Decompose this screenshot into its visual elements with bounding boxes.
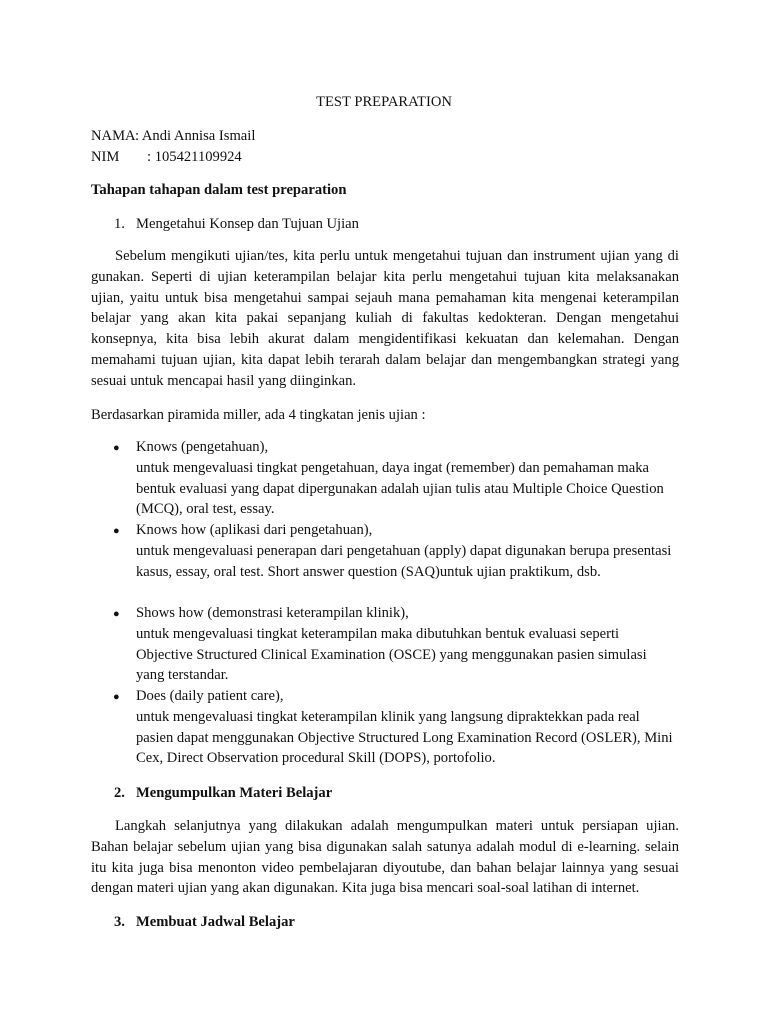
bullet-head: Knows how (aplikasi dari pengetahuan), — [136, 522, 373, 538]
name-value: : Andi Annisa Ismail — [135, 128, 256, 144]
section-2-title: Mengumpulkan Materi Belajar — [136, 785, 333, 801]
name-label: NAMA — [91, 128, 136, 144]
bullet-body: untuk mengevaluasi penerapan dari pengetahuan (apply) dapat digunakan berupa presentasi kasus, essay, oral test. Short answer question (SAQ)untuk ujian praktikum, dsb. — [136, 542, 672, 580]
section-1-title: Mengetahui Konsep dan Tujuan Ujian — [136, 216, 359, 232]
section-3-title: Membuat Jadwal Belajar — [136, 914, 295, 930]
bullet-head: Shows how (demonstrasi keterampilan klinik), — [136, 605, 409, 621]
section-1-paragraph: Sebelum mengikuti ujian/tes, kita perlu untuk mengetahui tujuan dan instrument ujian yang di gunakan. Seperti di ujian keterampilan belajar kita perlu mengetahui tujuan kita melaksanakan ujian, yaitu untuk bisa mengetahui sampai sejauh mana pemahaman kita mengenai keterampilan belajar yang akan kita pakai sepanjang kuliah di fakultas kedokteran. Dengan mengetahui konsepnya, kita bisa lebih akurat dalam mengidentifikasi kekuatan dan kelemahan. Dengan memahami tujuan ujian, kita dapat lebih terarah dalam belajar dan mengembangkan strategi yang sesuai untuk mencapai hasil yang diinginkan. — [91, 248, 679, 389]
bullet-icon: ● — [113, 608, 120, 620]
bullet-item-knows — [136, 437, 676, 520]
section-2-paragraph: Langkah selanjutnya yang dilakukan adalah mengumpulkan materi untuk persiapan ujian. Bahan belajar sebelum ujian yang bisa digunakan salah satunya adalah modul di e-learning. selain itu kita juga bisa menonton video pembelajaran diyoutube, dan bahan belajar lainnya yang sesuai dengan materi ujian yang akan digunakan. Kita juga bisa mencari soal-soal latihan di internet. — [91, 818, 679, 897]
bullet-item-does — [136, 686, 676, 769]
nim-value: : 105421109924 — [147, 149, 242, 165]
section-1-intro: Berdasarkan piramida miller, ada 4 tingkatan jenis ujian : — [91, 407, 426, 423]
nim-label: NIM — [91, 149, 120, 165]
bullet-item-knows-how — [136, 520, 676, 582]
bullet-body: untuk mengevaluasi tingkat keterampilan maka dibutuhkan bentuk evaluasi seperti Objective Structured Clinical Examination (OSCE) yang menggunakan pasien simulasi yang terstandar. — [136, 625, 647, 684]
bullet-icon: ● — [113, 691, 120, 703]
bullet-head: Does (daily patient care), — [136, 688, 284, 704]
bullet-head: Knows (pengetahuan), — [136, 439, 269, 455]
bullet-icon: ● — [113, 442, 120, 454]
bullet-icon: ● — [113, 525, 120, 537]
bullet-item-shows-how — [136, 603, 676, 686]
section-3-number: 3. — [114, 914, 125, 930]
section-heading: Tahapan tahapan dalam test preparation — [91, 182, 347, 198]
page-title: TEST PREPARATION — [316, 94, 452, 110]
section-1-number: 1. — [114, 216, 125, 232]
bullet-body: untuk mengevaluasi tingkat pengetahuan, daya ingat (remember) dan pemahaman maka bentuk evaluasi yang dapat dipergunakan adalah ujian tulis atau Multiple Choice Question (MCQ), oral test, essay. — [136, 459, 664, 518]
bullet-body: untuk mengevaluasi tingkat keterampilan klinik yang langsung dipraktekkan pada real pasien dapat menggunakan Objective Structured Long Examination Record (OSLER), Mini Cex, Direct Observation procedural Skill (DOPS), portofolio. — [136, 708, 673, 767]
section-2-number: 2. — [114, 785, 125, 801]
